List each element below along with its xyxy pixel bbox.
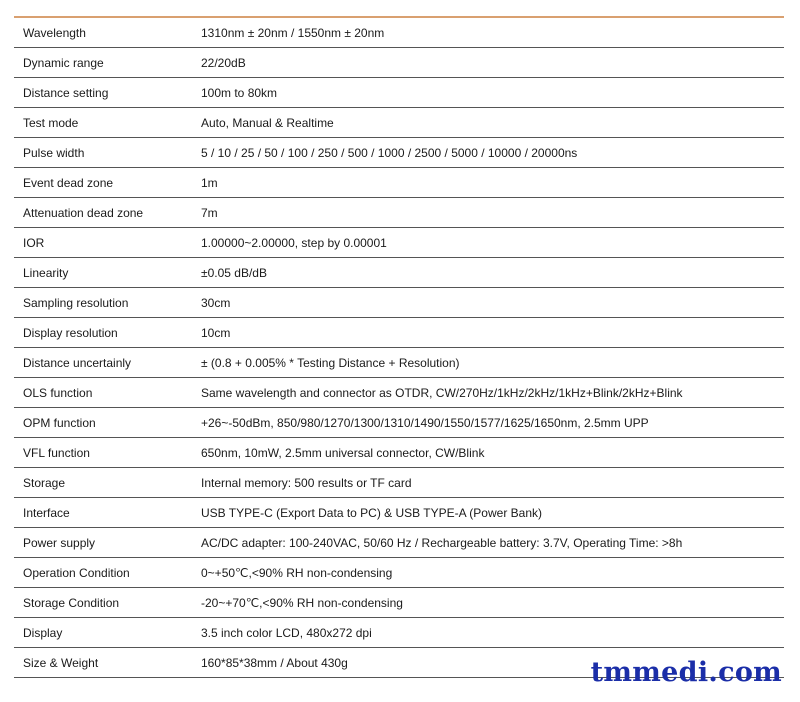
spec-value: 22/20dB	[201, 55, 246, 70]
spec-row-operation-condition	[14, 558, 784, 588]
spec-value: -20~+70℃,<90% RH non-condensing	[201, 595, 403, 610]
spec-row-opm-function	[14, 408, 784, 438]
spec-row-attenuation-dead-zone	[14, 198, 784, 228]
spec-row-interface	[14, 498, 784, 528]
spec-value: AC/DC adapter: 100-240VAC, 50/60 Hz / Rechargeable battery: 3.7V, Operating Time: >8h	[201, 535, 683, 550]
spec-row-display-resolution	[14, 318, 784, 348]
spec-row-sampling-resolution	[14, 288, 784, 318]
spec-label: Test mode	[23, 115, 79, 130]
spec-value: Same wavelength and connector as OTDR, CW/270Hz/1kHz/2kHz/1kHz+Blink/2kHz+Blink	[201, 385, 683, 400]
spec-label: Display resolution	[23, 325, 118, 340]
spec-row-distance-setting	[14, 78, 784, 108]
spec-value: +26~-50dBm, 850/980/1270/1300/1310/1490/1550/1577/1625/1650nm, 2.5mm UPP	[201, 415, 649, 430]
spec-label: Attenuation dead zone	[23, 205, 144, 220]
spec-value: 7m	[201, 205, 218, 220]
spec-row-ior	[14, 228, 784, 258]
spec-label: Distance setting	[23, 85, 109, 100]
spec-row-display	[14, 618, 784, 648]
spec-value: Auto, Manual & Realtime	[201, 115, 334, 130]
spec-label: Distance uncertainly	[23, 355, 132, 370]
spec-row-dynamic-range	[14, 48, 784, 78]
spec-label: Display	[23, 625, 63, 640]
spec-value: ± (0.8 + 0.005% * Testing Distance + Resolution)	[201, 355, 460, 370]
spec-value: 0~+50℃,<90% RH non-condensing	[201, 565, 393, 580]
watermark: tmmedi.com	[590, 657, 782, 688]
spec-row-storage	[14, 468, 784, 498]
spec-value: 1310nm ± 20nm / 1550nm ± 20nm	[201, 25, 385, 40]
spec-label: Wavelength	[23, 25, 86, 40]
spec-value: 650nm, 10mW, 2.5mm universal connector, CW/Blink	[201, 445, 485, 460]
spec-row-storage-condition	[14, 588, 784, 618]
spec-label: Storage	[23, 475, 66, 490]
spec-row-wavelength	[14, 18, 784, 48]
spec-label: Sampling resolution	[23, 295, 129, 310]
spec-row-distance-uncertainty	[14, 348, 784, 378]
spec-label: Pulse width	[23, 145, 85, 160]
spec-row-ols-function	[14, 378, 784, 408]
spec-value: ±0.05 dB/dB	[201, 265, 267, 280]
spec-value: USB TYPE-C (Export Data to PC) & USB TYPE-A (Power Bank)	[201, 505, 542, 520]
spec-value: 30cm	[201, 295, 231, 310]
spec-row-linearity	[14, 258, 784, 288]
spec-row-test-mode	[14, 108, 784, 138]
spec-row-pulse-width	[14, 138, 784, 168]
spec-label: Operation Condition	[23, 565, 130, 580]
spec-label: Interface	[23, 505, 70, 520]
spec-value: 5 / 10 / 25 / 50 / 100 / 250 / 500 / 1000 / 2500 / 5000 / 10000 / 20000ns	[201, 145, 578, 160]
spec-label: Power supply	[23, 535, 96, 550]
spec-row-power-supply	[14, 528, 784, 558]
spec-label: IOR	[23, 235, 45, 250]
spec-label: Event dead zone	[23, 175, 114, 190]
spec-value: 3.5 inch color LCD, 480x272 dpi	[201, 625, 372, 640]
spec-value: 1.00000~2.00000, step by 0.00001	[201, 235, 387, 250]
spec-label: OLS function	[23, 385, 93, 400]
spec-value: 100m to 80km	[201, 85, 278, 100]
spec-table	[14, 16, 784, 678]
spec-label: VFL function	[23, 445, 90, 460]
spec-label: Dynamic range	[23, 55, 104, 70]
spec-label: Size & Weight	[23, 655, 99, 670]
spec-label: Storage Condition	[23, 595, 120, 610]
spec-row-vfl-function	[14, 438, 784, 468]
spec-value: 160*85*38mm / About 430g	[201, 655, 348, 670]
spec-label: OPM function	[23, 415, 96, 430]
spec-value: 1m	[201, 175, 218, 190]
spec-value: Internal memory: 500 results or TF card	[201, 475, 412, 490]
spec-value: 10cm	[201, 325, 231, 340]
spec-label: Linearity	[23, 265, 69, 280]
spec-row-event-dead-zone	[14, 168, 784, 198]
